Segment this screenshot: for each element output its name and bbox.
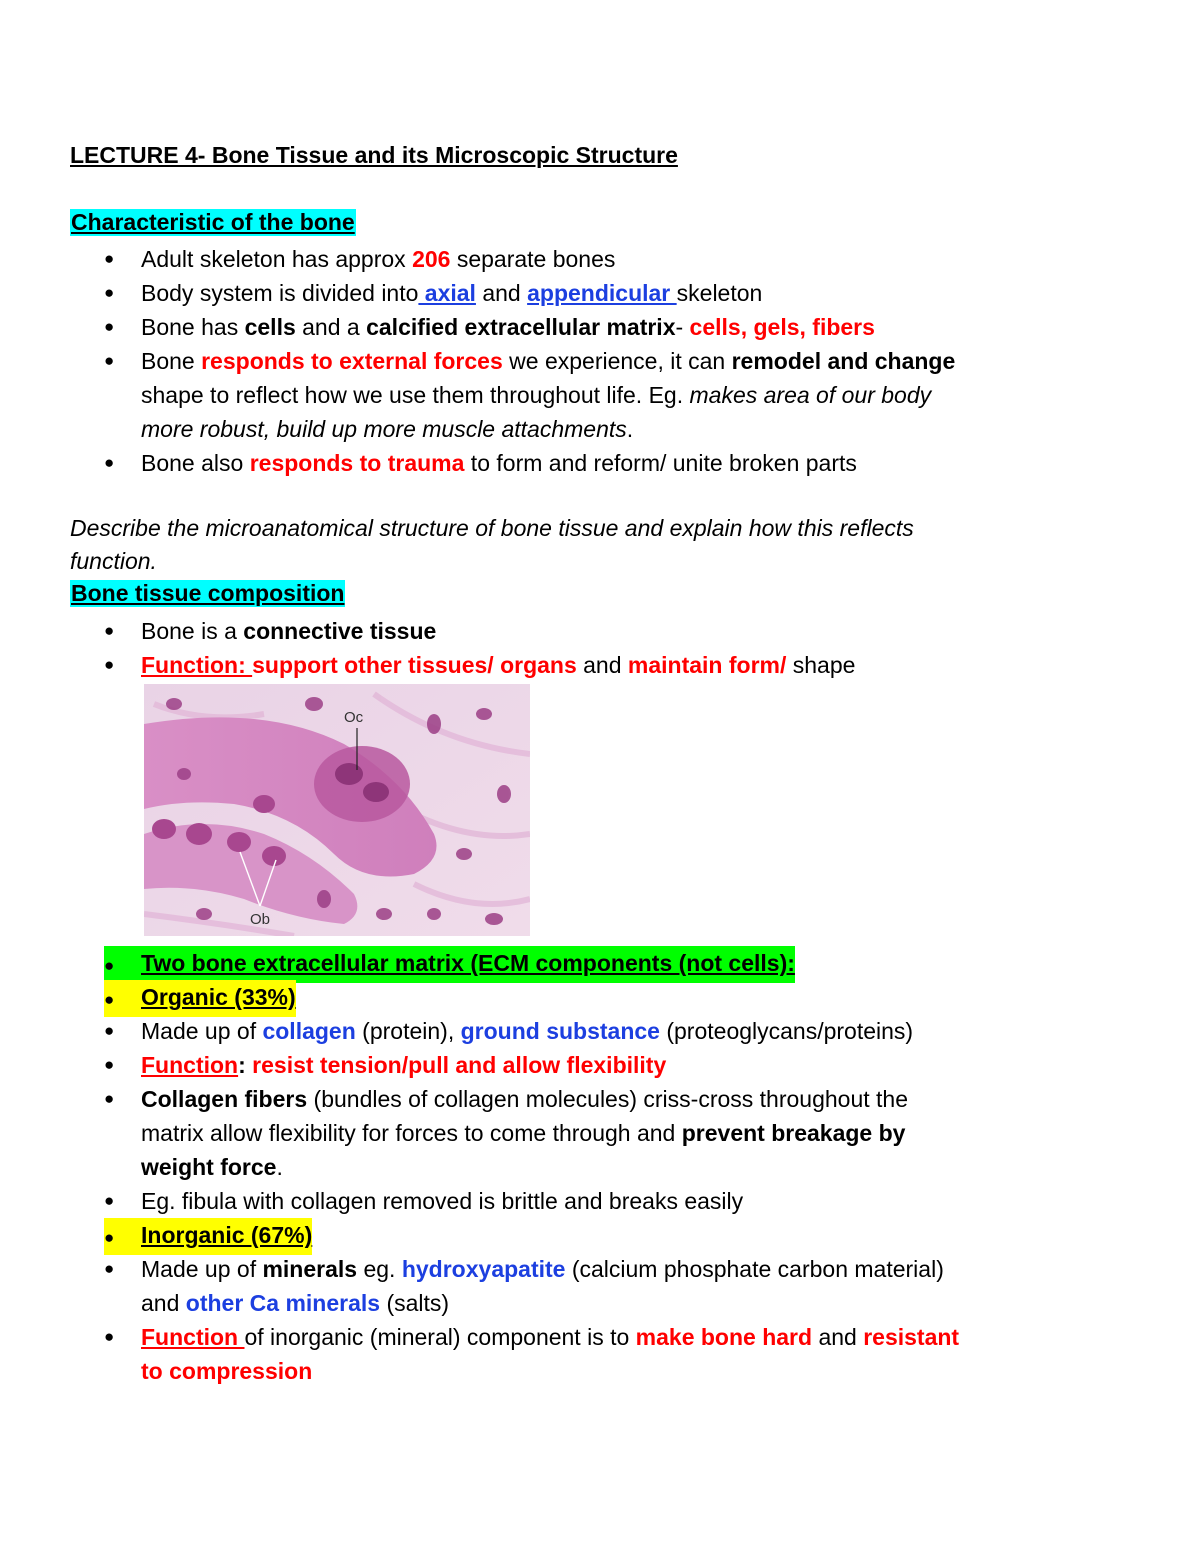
list-item-continuation: and other Ca minerals (salts) [141,1290,450,1316]
label-oc: Oc [344,709,364,726]
bullet-icon: ● [104,1089,115,1108]
bullet-icon: ● [104,283,115,302]
section-heading-characteristics: Characteristic of the bone [71,209,355,235]
bullet-icon: ● [104,1055,115,1074]
bullet-icon: ● [104,655,115,674]
bullet-icon: ● [104,1259,115,1278]
bullet-icon: ● [104,317,115,336]
appendicular-link: appendicular [527,280,677,306]
bullet-icon: ● [104,249,115,268]
document-page: LECTURE 4- Bone Tissue and its Microscopic Structure Characteristic of the bone ● Adult skeleton has approx 206 separate bones ● Body system is divided into axial and appendicular skeleton ● Bone has cells and a calcified extracellular matrix- cells, gels, fibers ● Bone responds to external forces we experience, it can remodel and change shape to reflect how we use them throughout life. Eg. makes area of our body more robust, build up more muscle attachments. ● Bone also responds to trauma to form and reform/ unite broken parts Describe the microanatomical structure of bone tissue and explain how this reflects function. Bone tissue composition ● Bone is a connective tissue ● Function: support other tissues/ organs and maintain form/ shape Oc Ob ● Two bone extracellular matrix (ECM components (not cells): ● Organic (33%) ● Made up of collagen (protein), ground substance (proteoglycans/proteins) ● Function: resist tension/pull and allow flexibility ● Collagen fibers (bundles of collagen molecules) criss-cross throughout the matrix allow flexibility for forces to come through and prevent breakage by weight force. ● Eg. fibula with collagen removed is brittle and breaks easily ● Inorganic (67%) ● Made up of minerals eg. hydroxyapatite (calcium phosphate carbon material) and other Ca minerals (salts) ● Function of inorganic (mineral) component is to make bone hard and resistant to compression [0,0,1200,1553]
highlighted-line: ● Two bone extracellular matrix (ECM components (not cells): [104,946,795,983]
bone-micrograph-image [144,684,530,936]
list-item-continuation: weight force. [141,1154,283,1180]
bullet-icon: ● [104,453,115,472]
bullet-icon: ● [104,1021,115,1040]
bullet-icon: ● [104,1327,115,1346]
list-item-continuation: matrix allow flexibility for forces to come through and prevent breakage by [141,1120,906,1146]
question-line: Describe the microanatomical structure of bone tissue and explain how this reflects [70,515,914,541]
bullet-icon: ● [104,351,115,370]
question-line: function. [70,548,157,574]
label-ob: Ob [250,911,271,928]
highlighted-line: ● Inorganic (67%) [104,1218,312,1255]
list-item-continuation: more robust, build up more muscle attachments. [141,416,634,442]
bullet-icon: ● [104,1191,115,1210]
page-title: LECTURE 4- Bone Tissue and its Microscopic Structure [70,142,678,168]
bullet-icon: ● [104,621,115,640]
list-item-continuation: shape to reflect how we use them throughout life. Eg. makes area of our body [141,382,932,408]
section-heading-composition: Bone tissue composition [71,580,345,606]
highlighted-line: ● Organic (33%) [104,980,296,1017]
list-item-continuation: to compression [141,1358,313,1384]
axial-link: axial [418,280,476,306]
